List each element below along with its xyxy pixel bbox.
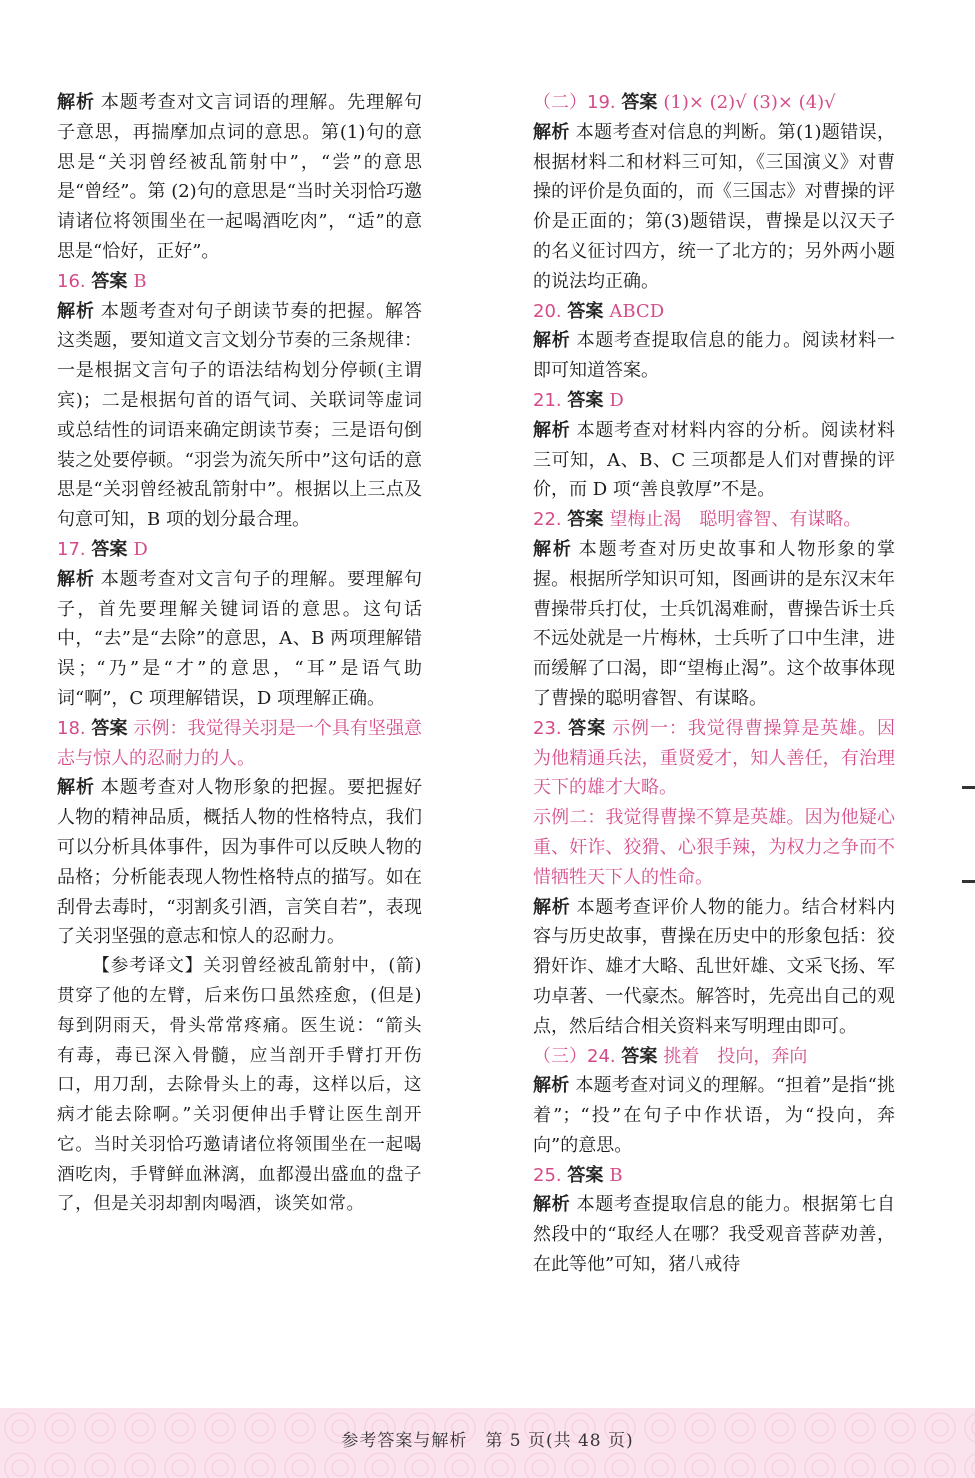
reference-translation: 【参考译文】关羽曾经被乱箭射中，(箭)贯穿了他的左臂，后来伤口虽然痊愈，(但是)每到阴雨天，骨头常常疼痛。医生说：“箭头有毒，毒已深入骨髓，应当剖开手臂打开伤口，用刀刮，去除骨头上的毒，这样以后，这病才能去除啊。”关羽便伸出手臂让医生剖开它。当时关羽恰巧邀请诸位将领围坐在一起喝酒吃肉，手臂鲜血淋漓，血都漫出盛血的盘子了，但是关羽却割肉喝酒，谈笑如常。 (57, 956, 422, 1215)
answer-22: 22. 答案 望梅止渴 聪明睿智、有谋略。 (533, 509, 862, 531)
answer-23: 23. 答案 示例一：我觉得曹操算是英雄。因为他精通兵法，重贤爱才，知人善任，有治理天下的雄才大略。 (533, 717, 896, 799)
analysis-block: 解析 本题考查对文言句子的理解。要理解句子，首先要理解关键词语的意思。这句话中，“去”是“去除”的意思，A、B 两项理解错误；“乃”是“才”的意思，“耳”是语气助词“啊”，C 项理解错误，D 项理解正确。 (57, 568, 422, 709)
answer-23-example-2: 示例二：我觉得曹操不算是英雄。因为他疑心重、奸诈、狡猾、心狠手辣，为权力之争而不惜牺牲天下人的性命。 (533, 807, 895, 888)
page-footer: 参考答案与解析 第 5 页(共 48 页) (341, 1431, 634, 1451)
analysis-block: 解析 本题考查评价人物的能力。结合材料内容与历史故事，曹操在历史中的形象包括：狡猾奸诈、雄才大略、乱世奸雄、文采飞扬、军功卓著、一代豪杰。解答时，先亮出自己的观点，然后结合相关资料来写明理由即可。 (533, 896, 896, 1037)
answer-24: （三）24. 答案 挑着 投向，奔向 (533, 1045, 808, 1067)
analysis-block: 解析 本题考查对句子朗读节奏的把握。解答这类题，要知道文言文划分节奏的三条规律：一是根据文言句子的语法结构划分停顿(主谓宾)；二是根据句首的语气词、关联词等虚词或总结性的词语来确定朗读节奏；三是语句倒装之处要停顿。“羽尝为流矢所中”这句话的意思是“关羽曾经被乱箭射中”。根据以上三点及句意可知，B 项的划分最合理。 (57, 300, 422, 531)
answer-17: 17. 答案 D (57, 538, 148, 560)
left-column (57, 88, 422, 1220)
edge-mark (962, 880, 975, 883)
answer-18: 18. 答案 示例：我觉得关羽是一个具有坚强意志与惊人的忍耐力的人。 (57, 717, 423, 769)
answer-21: 21. 答案 D (533, 389, 624, 411)
analysis-block: 解析 本题考查对文言词语的理解。先理解句子意思，再揣摩加点词的意思。第(1)句的意思是“关羽曾经被乱箭射中”，“尝”的意思是“曾经”。第 (2)句的意思是“当时关羽恰巧邀请诸位将领围坐在一起喝酒吃肉”，“适”的意思是“恰好，正好”。 (57, 92, 422, 262)
analysis-block: 解析 本题考查对历史故事和人物形象的掌握。根据所学知识可知，图画讲的是东汉末年曹操带兵打仗，士兵饥渴难耐，曹操告诉士兵不远处就是一片梅林，士兵听了口中生津，进而缓解了口渴，即“望梅止渴”。这个故事体现了曹操的聪明睿智、有谋略。 (533, 538, 895, 709)
analysis-block: 解析 本题考查对人物形象的把握。要把握好人物的精神品质，概括人物的性格特点，我们可以分析具体事件，因为事件可以反映人物的品格；分析能表现人物性格特点的描写。如在刮骨去毒时，“羽割炙引酒，言笑自若”，表现了关羽坚强的意志和惊人的忍耐力。 (57, 777, 422, 948)
analysis-block: 解析 本题考查对词义的理解。“担着”是指“挑着”；“投”在句子中作状语，为“投向，奔向”的意思。 (533, 1075, 896, 1156)
answer-25: 25. 答案 B (533, 1164, 623, 1186)
right-column (533, 88, 895, 1280)
answer-20: 20. 答案 ABCD (533, 300, 665, 322)
answer-16: 16. 答案 B (57, 270, 147, 292)
edge-mark (962, 786, 975, 789)
analysis-block: 解析 本题考查对材料内容的分析。阅读材料三可知，A、B、C 三项都是人们对曹操的评价，而 D 项“善良敦厚”不是。 (533, 419, 896, 501)
analysis-block: 解析 本题考查提取信息的能力。阅读材料一即可知道答案。 (533, 330, 896, 382)
answer-19: （二）19. 答案 (1)× (2)√ (3)× (4)√ (533, 92, 836, 113)
analysis-block: 解析 本题考查对信息的判断。第(1)题错误，根据材料二和材料三可知，《三国演义》对曹操的评价是负面的，而《三国志》对曹操的评价是正面的；第(3)题错误，曹操是以汉天子的名义征讨四方，统一了北方的；另外两小题的说法均正确。 (533, 121, 896, 292)
analysis-block: 解析 本题考查提取信息的能力。根据第七自然段中的“取经人在哪？我受观音菩萨劝善，在此等他”可知，猪八戒待 (533, 1194, 896, 1276)
